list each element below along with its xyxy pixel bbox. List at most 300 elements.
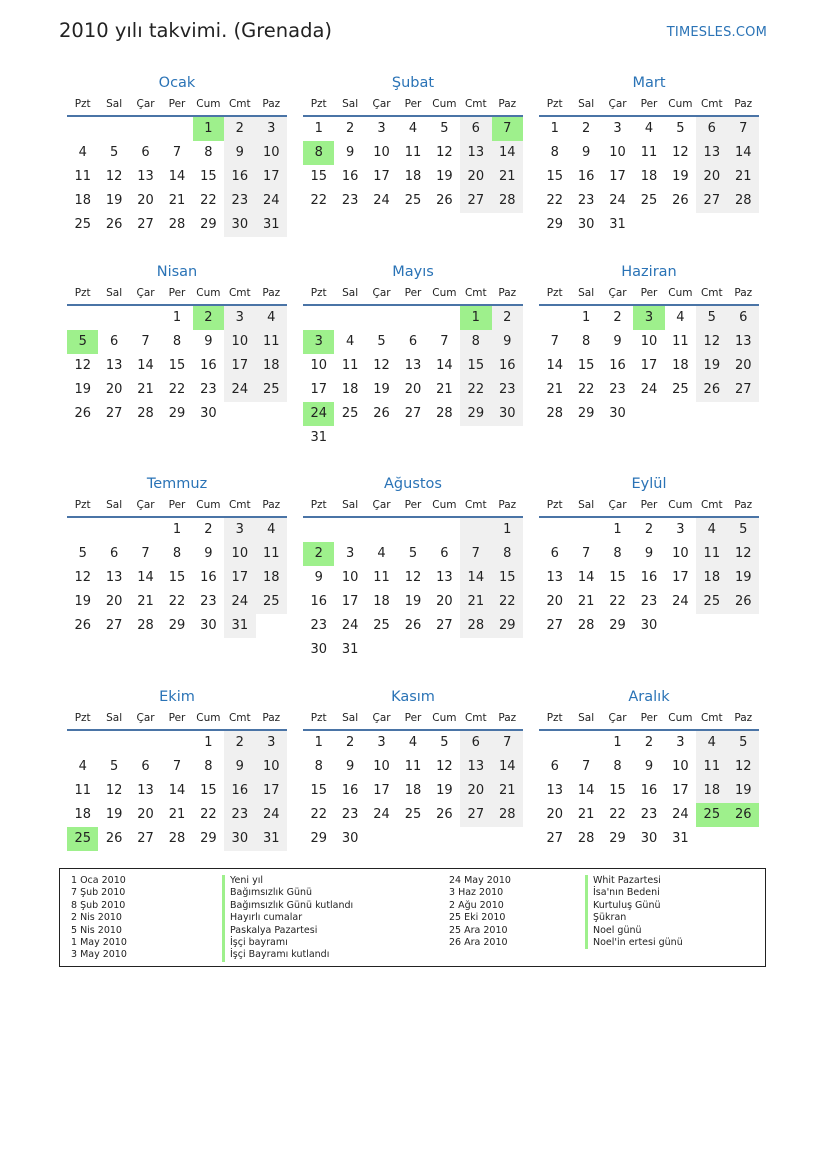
empty-day <box>366 306 397 330</box>
week-row <box>303 779 523 803</box>
day-cell: 15 <box>200 783 217 798</box>
month-name: Ağustos <box>384 476 442 492</box>
weekday-label: Pzt <box>546 712 563 724</box>
holiday-names-right <box>585 875 683 949</box>
day-cell: 16 <box>224 165 255 189</box>
day-cell: 22 <box>546 193 563 208</box>
day-cell: 28 <box>577 831 595 846</box>
day-cell: 22 <box>310 193 327 208</box>
weekday-label: Paz <box>262 499 281 511</box>
day-cell: 26 <box>373 406 390 421</box>
day-cell: 7 <box>172 145 182 160</box>
day-cell: 20 <box>546 807 563 822</box>
day-cell: 5 <box>676 121 685 136</box>
empty-day <box>429 426 460 450</box>
day-cell: 21 <box>436 382 453 397</box>
day-cell: 4 <box>78 145 87 160</box>
holiday-date: 24 May 2010 <box>449 875 511 886</box>
day-cell: 19 <box>74 382 91 397</box>
day-cell: 15 <box>310 783 327 798</box>
week-row <box>67 330 287 354</box>
day-cell: 1 <box>172 522 182 537</box>
day-cell: 3 <box>377 121 386 136</box>
weekday-label: Cmt <box>700 287 723 299</box>
empty-day <box>728 213 759 237</box>
day-cell: 14 <box>137 358 154 373</box>
holiday-name: Hayırlı cumalar <box>222 912 353 924</box>
day-cell: 9 <box>492 330 523 354</box>
day-cell: 10 <box>256 141 287 165</box>
day-cell: 13 <box>436 570 453 585</box>
day-cell: 20 <box>105 382 123 397</box>
day-cell: 2 <box>224 731 255 755</box>
empty-day <box>460 638 491 662</box>
weekday-label: Per <box>640 499 658 511</box>
holiday-name: Whit Pazartesi <box>585 875 683 887</box>
empty-day <box>633 402 664 426</box>
day-cell: 19 <box>436 169 453 184</box>
day-cell: 13 <box>105 358 123 373</box>
day-cell: 4 <box>644 121 654 136</box>
empty-day <box>460 827 491 851</box>
day-cell: 19 <box>105 807 123 822</box>
weekday-label: Cmt <box>228 712 251 724</box>
day-cell: 11 <box>404 145 422 160</box>
weekday-label: Çar <box>608 287 627 299</box>
day-cell: 1 <box>204 735 213 750</box>
day-cell: 23 <box>200 382 217 397</box>
weekday-label: Sal <box>578 499 595 511</box>
day-cell: 28 <box>728 189 759 213</box>
weekday-label: Çar <box>608 98 627 110</box>
empty-day <box>696 614 727 638</box>
week-row <box>67 117 287 141</box>
day-cell: 29 <box>168 406 186 421</box>
day-cell: 26 <box>404 618 422 633</box>
weekday-label: Cum <box>668 98 693 110</box>
day-cell: 21 <box>460 590 491 614</box>
empty-day <box>728 827 759 851</box>
page-title: 2010 yılı takvimi. (Grenada) <box>59 19 333 42</box>
week-row <box>67 779 287 803</box>
empty-day <box>67 731 98 755</box>
day-cell: 26 <box>436 807 453 822</box>
empty-day <box>665 213 696 237</box>
day-cell: 23 <box>224 189 255 213</box>
weekday-label: Cum <box>432 499 457 511</box>
day-cell: 6 <box>728 306 759 330</box>
day-cell: 2 <box>644 735 654 750</box>
day-cell: 29 <box>492 614 523 638</box>
day-cell: 14 <box>492 755 523 779</box>
day-cell: 25 <box>640 193 658 208</box>
day-cell: 12 <box>105 169 123 184</box>
day-cell: 26 <box>74 618 91 633</box>
day-cell: 11 <box>74 169 91 184</box>
week-row <box>539 378 759 402</box>
weekday-label: Pzt <box>74 287 91 299</box>
week-row <box>303 755 523 779</box>
weekday-label: Cmt <box>464 499 487 511</box>
month-calendar <box>67 72 287 237</box>
weekday-label: Sal <box>342 287 359 299</box>
week-row <box>303 731 523 755</box>
day-cell: 10 <box>224 542 255 566</box>
day-cell: 27 <box>546 831 563 846</box>
week-row <box>539 731 759 755</box>
day-cell: 28 <box>436 406 453 421</box>
day-cell: 19 <box>105 193 123 208</box>
weekday-header <box>539 94 759 117</box>
weekday-label: Sal <box>106 287 123 299</box>
day-cell: 3 <box>256 117 287 141</box>
holiday-date: 5 Nis 2010 <box>71 924 122 936</box>
day-cell: 29 <box>609 618 626 633</box>
week-row <box>303 542 523 566</box>
day-cell: 21 <box>168 193 186 208</box>
week-row <box>303 354 523 378</box>
day-cell: 11 <box>256 330 287 354</box>
weekday-label: Cmt <box>700 499 723 511</box>
day-cell: 21 <box>137 594 154 609</box>
day-cell: 4 <box>78 759 87 774</box>
week-row <box>303 803 523 827</box>
weekday-header <box>303 283 523 306</box>
weekday-label: Cum <box>196 499 221 511</box>
holiday-name: Yeni yıl <box>222 875 353 887</box>
week-row <box>67 165 287 189</box>
day-cell: 9 <box>204 334 213 349</box>
weekday-label: Cum <box>432 287 457 299</box>
month-calendar <box>539 261 759 426</box>
day-cell: 8 <box>492 542 523 566</box>
day-cell: 21 <box>577 807 595 822</box>
empty-day <box>67 306 98 330</box>
empty-day <box>397 306 428 330</box>
day-cell: 13 <box>460 755 491 779</box>
day-cell: 9 <box>345 759 355 774</box>
weekday-label: Paz <box>498 499 517 511</box>
empty-day <box>366 638 397 662</box>
day-cell: 1 <box>314 735 323 750</box>
empty-day <box>460 426 491 450</box>
day-cell: 6 <box>550 759 559 774</box>
day-cell: 15 <box>310 169 327 184</box>
day-cell: 20 <box>105 594 123 609</box>
day-cell: 23 <box>609 382 626 397</box>
weekday-label: Çar <box>136 499 155 511</box>
day-cell: 14 <box>460 566 491 590</box>
day-cell: 11 <box>373 570 390 585</box>
day-cell: 31 <box>672 831 689 846</box>
day-cell: 4 <box>256 518 287 542</box>
day-cell: 16 <box>200 358 217 373</box>
week-row <box>539 779 759 803</box>
day-cell: 3 <box>345 546 355 561</box>
week-row <box>303 330 523 354</box>
month-name: Nisan <box>156 264 198 280</box>
day-cell: 15 <box>546 169 563 184</box>
day-cell: 24 <box>373 807 390 822</box>
weekday-label: Paz <box>498 98 517 110</box>
day-cell: 11 <box>256 542 287 566</box>
holiday-name: İşçi bayramı <box>222 937 353 949</box>
day-cell: 17 <box>310 382 327 397</box>
day-cell: 6 <box>460 731 491 755</box>
day-cell: 29 <box>609 831 626 846</box>
day-cell: 13 <box>696 141 727 165</box>
holiday-date: 25 Eki 2010 <box>449 912 506 924</box>
day-cell: 30 <box>640 618 658 633</box>
weekday-header <box>67 283 287 306</box>
day-cell: 14 <box>546 358 563 373</box>
day-cell: 31 <box>310 430 327 445</box>
day-cell: 27 <box>696 189 727 213</box>
day-cell: 10 <box>672 759 689 774</box>
day-cell: 7 <box>492 731 523 755</box>
day-cell: 11 <box>341 358 359 373</box>
empty-day <box>397 827 428 851</box>
day-cell: 14 <box>492 141 523 165</box>
holiday-date: 1 May 2010 <box>71 937 127 949</box>
weekday-label: Per <box>404 712 422 724</box>
weekday-label: Pzt <box>310 712 327 724</box>
day-cell: 3 <box>256 731 287 755</box>
day-cell: 7 <box>581 759 591 774</box>
day-cell: 30 <box>609 406 626 421</box>
holiday-name: İsa'nın Bedeni <box>585 887 683 899</box>
day-cell: 2 <box>613 310 622 325</box>
day-cell: 19 <box>728 779 759 803</box>
day-cell: 31 <box>609 217 626 232</box>
day-cell: 17 <box>640 358 658 373</box>
week-row <box>539 189 759 213</box>
day-cell: 17 <box>256 165 287 189</box>
day-cell: 19 <box>74 594 91 609</box>
day-cell: 13 <box>460 141 491 165</box>
day-cell: 19 <box>672 169 689 184</box>
day-cell: 14 <box>577 783 595 798</box>
day-cell: 10 <box>373 759 390 774</box>
weekday-header <box>539 708 759 731</box>
weekday-header <box>67 708 287 731</box>
weekday-label: Cmt <box>700 712 723 724</box>
day-cell: 18 <box>404 783 422 798</box>
day-cell: 13 <box>137 783 154 798</box>
weekday-label: Pzt <box>546 287 563 299</box>
day-cell: 15 <box>168 570 186 585</box>
day-cell: 8 <box>460 330 491 354</box>
holiday-date: 3 May 2010 <box>71 949 127 961</box>
day-cell: 20 <box>137 807 154 822</box>
day-cell: 7 <box>440 334 449 349</box>
day-cell: 2 <box>303 542 334 566</box>
empty-day <box>570 518 601 542</box>
weekday-label: Paz <box>262 98 281 110</box>
day-cell: 5 <box>728 731 759 755</box>
day-cell: 30 <box>341 831 359 846</box>
day-cell: 11 <box>696 755 727 779</box>
day-cell: 27 <box>137 217 154 232</box>
day-cell: 22 <box>577 382 595 397</box>
empty-day <box>334 306 365 330</box>
day-cell: 5 <box>696 306 727 330</box>
week-row <box>303 117 523 141</box>
day-cell: 25 <box>256 378 287 402</box>
day-cell: 12 <box>105 783 123 798</box>
day-cell: 11 <box>74 783 91 798</box>
month-calendar <box>67 261 287 426</box>
day-cell: 25 <box>696 590 727 614</box>
day-cell: 4 <box>377 546 386 561</box>
day-cell: 5 <box>408 546 418 561</box>
weekday-label: Sal <box>106 499 123 511</box>
day-cell: 24 <box>609 193 626 208</box>
week-row <box>539 803 759 827</box>
day-cell: 23 <box>640 594 658 609</box>
month-calendar <box>303 473 523 662</box>
day-cell: 16 <box>200 570 217 585</box>
holiday-name: Şükran <box>585 912 683 924</box>
empty-day <box>460 518 491 542</box>
day-cell: 22 <box>168 594 186 609</box>
day-cell: 30 <box>492 402 523 426</box>
empty-day <box>366 827 397 851</box>
empty-day <box>161 117 192 141</box>
day-cell: 24 <box>256 803 287 827</box>
holiday-date: 7 Şub 2010 <box>71 887 126 899</box>
day-cell: 21 <box>577 594 595 609</box>
day-cell: 1 <box>613 522 622 537</box>
weekday-label: Çar <box>136 287 155 299</box>
empty-day <box>98 518 129 542</box>
weekday-label: Sal <box>342 499 359 511</box>
day-cell: 1 <box>550 121 559 136</box>
day-cell: 22 <box>492 590 523 614</box>
day-cell: 24 <box>256 189 287 213</box>
weekday-label: Per <box>640 287 658 299</box>
day-cell: 28 <box>492 803 523 827</box>
day-cell: 30 <box>200 618 217 633</box>
day-cell: 12 <box>404 570 422 585</box>
month-calendar <box>67 473 287 638</box>
weekday-label: Per <box>168 98 186 110</box>
month-calendar <box>303 72 523 213</box>
day-cell: 2 <box>492 306 523 330</box>
weekday-label: Sal <box>106 712 123 724</box>
day-cell: 28 <box>168 217 186 232</box>
weekday-label: Cum <box>196 712 221 724</box>
day-cell: 5 <box>109 759 119 774</box>
day-cell: 4 <box>408 735 418 750</box>
day-cell: 23 <box>224 803 255 827</box>
day-cell: 19 <box>404 594 422 609</box>
weekday-label: Çar <box>372 499 391 511</box>
empty-day <box>429 638 460 662</box>
weekday-label: Çar <box>372 287 391 299</box>
day-cell: 30 <box>310 642 327 657</box>
week-row <box>303 141 523 165</box>
day-cell: 22 <box>310 807 327 822</box>
day-cell: 12 <box>373 358 390 373</box>
day-cell: 10 <box>341 570 359 585</box>
day-cell: 12 <box>74 358 91 373</box>
empty-day <box>492 426 523 450</box>
day-cell: 24 <box>303 402 334 426</box>
day-cell: 20 <box>436 594 453 609</box>
day-cell: 29 <box>577 406 595 421</box>
week-row <box>539 566 759 590</box>
day-cell: 14 <box>728 141 759 165</box>
month-name: Kasım <box>391 689 435 705</box>
day-cell: 25 <box>74 217 91 232</box>
day-cell: 25 <box>373 618 390 633</box>
day-cell: 22 <box>609 807 626 822</box>
day-cell: 26 <box>105 831 123 846</box>
weekday-label: Cum <box>196 287 221 299</box>
empty-day <box>539 518 570 542</box>
day-cell: 10 <box>256 755 287 779</box>
day-cell: 30 <box>224 827 255 851</box>
day-cell: 9 <box>224 755 255 779</box>
day-cell: 28 <box>137 618 154 633</box>
day-cell: 6 <box>109 334 119 349</box>
day-cell: 5 <box>78 546 87 561</box>
day-cell: 12 <box>672 145 689 160</box>
month-calendar <box>539 686 759 851</box>
week-row <box>67 590 287 614</box>
day-cell: 15 <box>609 570 626 585</box>
day-cell: 9 <box>613 334 622 349</box>
empty-day <box>366 518 397 542</box>
day-cell: 1 <box>581 310 591 325</box>
day-cell: 20 <box>137 193 154 208</box>
weekday-label: Sal <box>578 287 595 299</box>
weekday-label: Paz <box>262 287 281 299</box>
day-cell: 23 <box>640 807 658 822</box>
week-row <box>67 213 287 237</box>
weekday-label: Cmt <box>464 712 487 724</box>
weekday-label: Çar <box>608 499 627 511</box>
site-link[interactable]: TIMESLES.COM <box>666 25 767 40</box>
empty-day <box>98 117 129 141</box>
day-cell: 19 <box>696 354 727 378</box>
day-cell: 17 <box>224 354 255 378</box>
weekday-label: Pzt <box>310 287 327 299</box>
weekday-label: Paz <box>734 98 753 110</box>
week-row <box>539 165 759 189</box>
weekday-header <box>67 495 287 518</box>
day-cell: 1 <box>314 121 323 136</box>
day-cell: 8 <box>172 334 182 349</box>
week-row <box>539 306 759 330</box>
empty-day <box>224 402 255 426</box>
day-cell: 23 <box>341 807 359 822</box>
day-cell: 23 <box>341 193 359 208</box>
week-row <box>539 117 759 141</box>
day-cell: 16 <box>341 169 359 184</box>
holiday-list <box>59 868 766 967</box>
day-cell: 15 <box>460 354 491 378</box>
day-cell: 27 <box>460 803 491 827</box>
day-cell: 28 <box>492 189 523 213</box>
day-cell: 24 <box>672 594 689 609</box>
weekday-label: Per <box>404 98 422 110</box>
empty-day <box>303 518 334 542</box>
weekday-label: Paz <box>498 712 517 724</box>
day-cell: 26 <box>728 803 759 827</box>
holiday-name: Noel günü <box>585 925 683 937</box>
